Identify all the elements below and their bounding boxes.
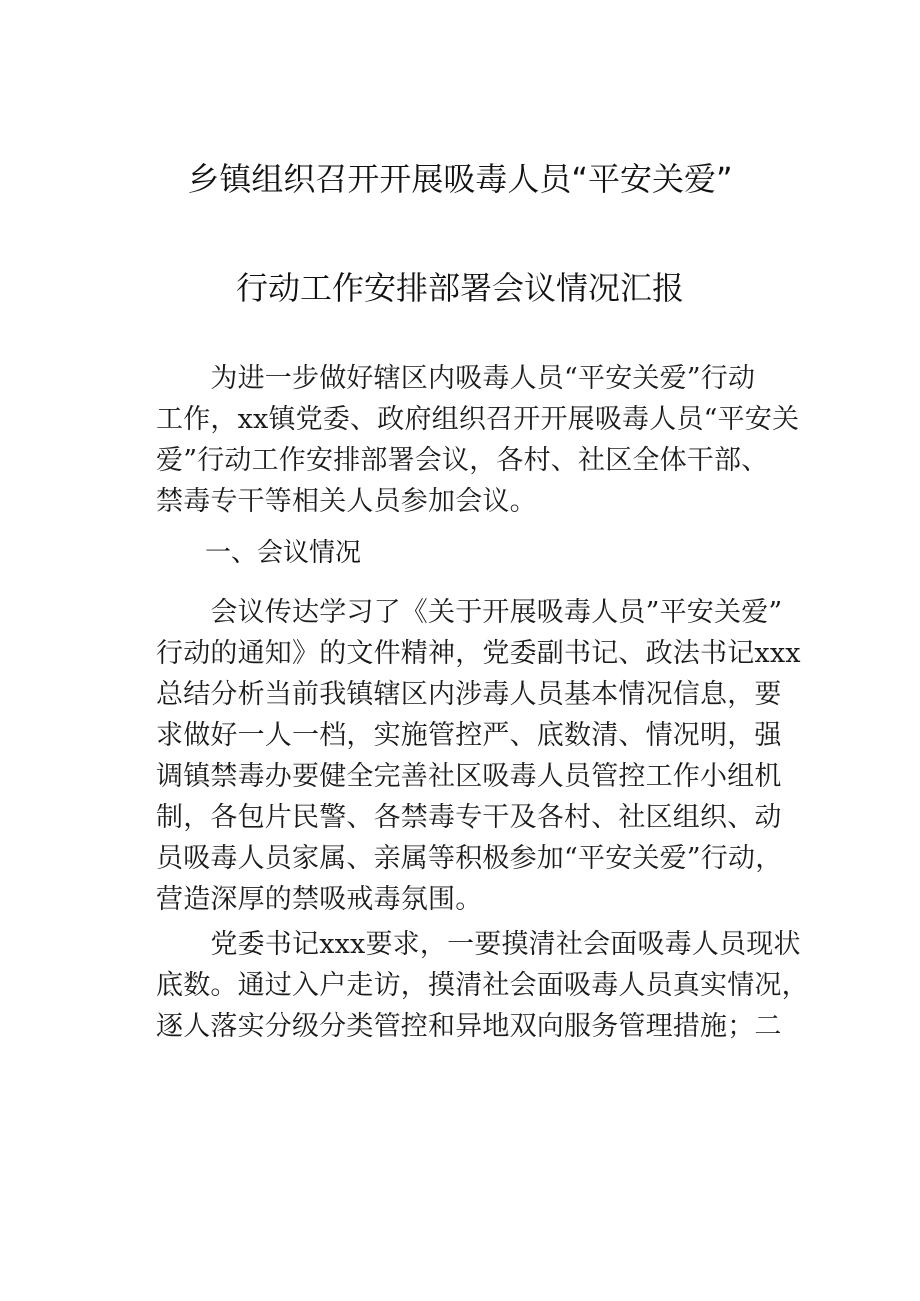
paragraph-line: 党委书记xxx要求，一要摸清社会面吸毒人员现状: [156, 929, 801, 960]
document-title-line-1: 乡镇组织召开开展吸毒人员“平安关爱”: [187, 160, 733, 198]
paragraph-line: 行动的通知》的文件精神，党委副书记、政法书记xxx: [156, 638, 801, 669]
paragraph-line: 员吸毒人员家属、亲属等积极参加“平安关爱”行动，: [156, 843, 783, 874]
paragraph-line: 工作，xx镇党委、政府组织召开开展吸毒人员“平安关: [156, 404, 800, 435]
intro-paragraph: [156, 358, 800, 522]
requirements-paragraph: [156, 924, 809, 1047]
paragraph-line: 逐人落实分级分类管控和异地双向服务管理措施；二: [156, 1011, 782, 1042]
paragraph-line: 爱”行动工作安排部署会议，各村、社区全体干部、: [156, 445, 769, 476]
paragraph-line: 调镇禁毒办要健全完善社区吸毒人员管控工作小组机: [156, 761, 782, 792]
paragraph-line: 制，各包片民警、各禁毒专干及各村、社区组织、动: [156, 802, 782, 833]
paragraph-line: 禁毒专干等相关人员参加会议。: [156, 486, 537, 517]
document-title-line-2: 行动工作安排部署会议情况汇报: [235, 269, 684, 307]
paragraph-line: 底数。通过入户走访，摸清社会面吸毒人员真实情况，: [156, 970, 809, 1001]
paragraph-line: 营造深厚的禁吸戒毒氛围。: [156, 884, 483, 915]
section-heading: 一、会议情况: [205, 538, 362, 568]
paragraph-line: 总结分析当前我镇辖区内涉毒人员基本情况信息，要: [156, 679, 782, 710]
meeting-paragraph: [156, 592, 801, 920]
paragraph-line: 为进一步做好辖区内吸毒人员“平安关爱”行动: [156, 363, 756, 394]
paragraph-line: 求做好一人一档，实施管控严、底数清、情况明，强: [156, 720, 782, 751]
paragraph-line: 会议传达学习了《关于开展吸毒人员”平安关爱”: [156, 597, 783, 628]
